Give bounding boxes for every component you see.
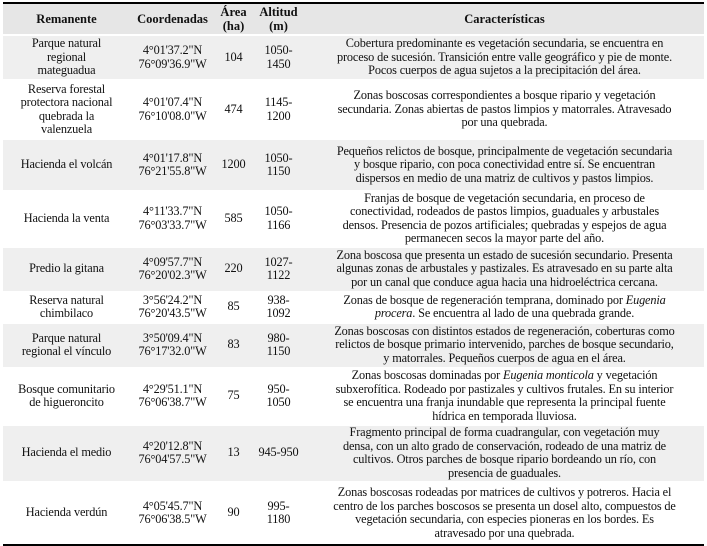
characteristics-cell (305, 368, 704, 425)
characteristics-cell-line: secundaria. Zonas abiertas de pastos limpios y matorrales. Atravesado (337, 101, 672, 116)
characteristics-cell-line: proceso de sucesión. Transición entre valle geográfico y pie de monte. (336, 49, 673, 64)
remanente-cell (3, 323, 130, 368)
altitude-cell-line: 1027- (264, 254, 293, 269)
coordinates-cell-line: 4°01'07.4"N (142, 95, 203, 110)
coordinates-cell (130, 482, 215, 545)
characteristics-cell-line: hídrica en temporada lluviosa. (432, 408, 577, 423)
remanente-cell-line: chimbilaco (39, 306, 94, 321)
altitude-cell-line: 950- (267, 381, 290, 396)
characteristics-cell-line: Zona boscosa que presenta un estado de sucesión secundario. Presenta (336, 248, 673, 263)
table-row (3, 425, 704, 482)
characteristics-cell (305, 425, 704, 482)
coordinates-cell-line: 76°06'38.7"W (138, 395, 207, 410)
characteristics-cell-line: se encuentra una franja inundable que representa la principal fuente (343, 395, 666, 410)
table-row (3, 139, 704, 191)
characteristics-cell-line: Zonas boscosas rodeadas por matrices de cultivos y potreros. Hacia el (337, 485, 672, 500)
altitude-cell-line: 1145- (264, 95, 293, 110)
species-name: Eugenia monticola (503, 368, 594, 383)
area-cell: 1200 (215, 139, 252, 191)
characteristics-cell (305, 482, 704, 545)
characteristics-cell-line: densos. Presencia de pozos artificiales; quebradas y espejos de agua (342, 217, 667, 232)
remanente-cell-line: protectora nacional (20, 95, 113, 110)
characteristics-cell-line: por una quebrada. (461, 115, 548, 130)
characteristics-cell-line: Fragmento principal de forma cuadrangular, con vegetación muy (349, 425, 660, 440)
characteristics-cell-line: conectividad, rodeados de pastos limpios, guaduales y arbustales (349, 204, 659, 219)
coordinates-cell-line: 76°17'32.0"W (138, 344, 207, 359)
header-row (3, 3, 704, 35)
coordinates-cell-line: 3°56'24.2"N (142, 292, 203, 307)
characteristics-cell-line: Pocos cuerpos de agua sujetos a la precipitación del área. (368, 63, 641, 78)
remanente-cell-line: valenzuela (40, 121, 93, 136)
table-row (3, 482, 704, 545)
table-body (3, 35, 704, 545)
species-name: Eugenia (625, 292, 666, 307)
coordinates-cell-line: 4°09'57.7"N (142, 254, 203, 269)
altitude-cell-line: 980- (267, 330, 290, 345)
characteristics-cell-line: dispersos en medio de una matriz de cultivos y pastos limpios. (355, 170, 654, 185)
species-name: procera (374, 306, 413, 321)
area-cell: 104 (215, 35, 252, 80)
header-caracteristicas: Características (305, 3, 704, 35)
coordinates-cell (130, 292, 215, 323)
remanente-cell-line: Hacienda verdún (25, 505, 108, 520)
characteristics-cell-line: algunas zonas de arbustales y pastizales. Es atravesado en su parte alta (336, 261, 673, 276)
remanente-cell-line: Parque natural (31, 330, 102, 345)
remanente-cell (3, 191, 130, 247)
characteristics-cell (305, 323, 704, 368)
altitude-cell (252, 323, 305, 368)
altitude-cell (252, 80, 305, 139)
coordinates-cell-line: 3°50'09.4"N (142, 330, 203, 345)
remanente-cell-line: quebrada la (38, 108, 95, 123)
coordinates-cell-line: 4°11'33.7"N (143, 204, 202, 219)
area-cell: 13 (215, 425, 252, 482)
coordinates-cell (130, 80, 215, 139)
altitude-cell-line: 1150 (266, 164, 291, 178)
table-row (3, 35, 704, 80)
header-altitud (252, 3, 305, 35)
characteristics-cell-line: Zonas de bosque de regeneración temprana, dominado por Eugenia (343, 292, 666, 307)
coordinates-cell-line: 76°06'38.5"W (138, 512, 207, 527)
table-row (3, 292, 704, 323)
coordinates-cell-line: 4°20'12.8"N (142, 438, 203, 453)
remanente-cell-line: Reserva natural (29, 292, 104, 307)
remanente-cell (3, 482, 130, 545)
table-row (3, 191, 704, 247)
characteristics-cell-line: Zonas boscosas con distintos estados de regeneración, coberturas como (334, 324, 675, 339)
altitude-cell-line: 1166 (266, 217, 291, 232)
altitude-cell-line: 1150 (266, 344, 291, 359)
header-remanente: Remanente (3, 3, 130, 35)
characteristics-cell (305, 191, 704, 247)
altitude-cell (252, 292, 305, 323)
coordinates-cell-line: 4°05'45.7"N (142, 498, 203, 513)
characteristics-cell (305, 292, 704, 323)
table-row (3, 368, 704, 425)
table-row (3, 323, 704, 368)
remanente-cell (3, 80, 130, 139)
area-cell: 220 (215, 247, 252, 292)
area-cell: 85 (215, 292, 252, 323)
coordinates-cell-line: 76°09'36.9"W (138, 56, 207, 71)
characteristics-cell (305, 139, 704, 191)
remanente-cell-line: Hacienda el medio (21, 445, 112, 460)
header-area (215, 3, 252, 35)
remanente-cell-line: Hacienda el volcán (20, 157, 113, 172)
altitude-cell (252, 139, 305, 191)
coordinates-cell-line: 76°21'55.8"W (138, 164, 207, 178)
remanente-cell-line: Reserva forestal (27, 81, 106, 96)
header-coordenadas: Coordenadas (130, 3, 215, 35)
altitude-cell (252, 191, 305, 247)
altitude-cell-line: 1050 (266, 395, 291, 410)
characteristics-cell-line: permanecen secos la mayor parte del año. (404, 231, 605, 246)
altitude-cell-line: 1200 (266, 108, 291, 123)
coordinates-cell (130, 323, 215, 368)
characteristics-cell-line: Cobertura predominante es vegetación secundaria, se encuentra en (345, 36, 664, 51)
altitude-cell (252, 425, 305, 482)
coordinates-cell-line: 76°03'33.7"W (138, 217, 207, 232)
characteristics-cell-line: vegetación secundaria, con especies pioneras en los bordes. Es (355, 512, 654, 527)
characteristics-cell-line: Zonas boscosas dominadas por Eugenia monticola y vegetación (351, 368, 658, 383)
altitude-cell-line: 1450 (266, 56, 291, 71)
coordinates-cell-line: 4°01'37.2"N (142, 43, 203, 58)
area-cell: 83 (215, 323, 252, 368)
remanente-cell-line: Bosque comunitario (18, 381, 115, 396)
characteristics-cell-line: Pequeños relictos de bosque, principalmente de vegetación secundaria (336, 143, 673, 158)
characteristics-cell-line: procera. Se encuentra al lado de una quebrada grande. (374, 306, 635, 321)
characteristics-cell-line: y matorrales. Pequeños cuerpos de agua en el área. (383, 350, 626, 365)
header-area-line: Área (220, 5, 247, 19)
altitude-cell-line: 945-950 (258, 445, 299, 460)
remanente-cell (3, 35, 130, 80)
remanente-cell-line: Parque natural (31, 36, 102, 51)
header-altitud-line: Altitud (259, 5, 298, 19)
characteristics-cell-line: relictos de bosque primario intervenido, parches de bosque secundario, (335, 337, 674, 352)
remanente-cell (3, 292, 130, 323)
characteristics-cell-line: y bosque ripario, con poca conectividad entre sí. Se encuentran (354, 157, 655, 172)
altitude-cell (252, 247, 305, 292)
characteristics-cell-line: Franjas de bosque de vegetación secundaria, en proceso de (364, 191, 645, 205)
altitude-cell-line: 1050- (264, 43, 293, 58)
header-area-unit: (ha) (222, 19, 245, 33)
altitude-cell-line: 1050- (264, 150, 293, 165)
remanente-cell-line: de higueroncito (29, 395, 104, 410)
remanente-cell-line: Hacienda la venta (23, 211, 110, 226)
characteristics-cell (305, 80, 704, 139)
altitude-cell-line: 995- (267, 498, 290, 513)
coordinates-cell-line: 76°04'57.5"W (138, 452, 207, 467)
area-cell: 75 (215, 368, 252, 425)
characteristics-cell-line: centro de los parches boscosos se presenta un dosel alto, compuestos de (333, 498, 676, 513)
characteristics-cell-line: cultivos. Otros parches de bosque ripario bordeando un río, con (352, 452, 657, 467)
altitude-cell (252, 368, 305, 425)
remanente-cell-line: regional el vínculo (21, 344, 112, 359)
altitude-cell-line: 1122 (266, 268, 291, 283)
remanente-cell (3, 425, 130, 482)
altitude-cell (252, 35, 305, 80)
coordinates-cell (130, 139, 215, 191)
area-cell: 585 (215, 191, 252, 247)
table-row (3, 80, 704, 139)
characteristics-cell-line: presencia de guaduales. (448, 465, 561, 480)
remanente-cell-line: regional (46, 49, 87, 64)
remanente-cell (3, 247, 130, 292)
characteristics-cell-line: atravesado por una quebrada. (434, 525, 575, 540)
coordinates-cell (130, 191, 215, 247)
characteristics-cell-line: densa, con un alto grado de conservación, rodeado de una matriz de (342, 438, 666, 453)
characteristics-cell (305, 35, 704, 80)
characteristics-cell-line: por un canal que conduce agua hacia una hidroeléctrica cercana. (351, 274, 658, 289)
area-cell: 90 (215, 482, 252, 545)
coordinates-cell (130, 247, 215, 292)
coordinates-cell-line: 76°10'08.0"W (138, 108, 207, 123)
coordinates-cell (130, 368, 215, 425)
altitude-cell-line: 1092 (266, 306, 291, 321)
characteristics-cell-line: Zonas boscosas correspondientes a bosque ripario y vegetación (353, 88, 656, 103)
characteristics-cell-line: subxerofítica. Rodeado por pastizales y cultivos frutales. En su interior (335, 381, 674, 396)
altitude-cell-line: 938- (267, 292, 290, 307)
coordinates-cell (130, 35, 215, 80)
remnants-table (3, 2, 704, 546)
table-row (3, 247, 704, 292)
coordinates-cell (130, 425, 215, 482)
header-altitud-unit: (m) (269, 19, 288, 33)
characteristics-cell (305, 247, 704, 292)
coordinates-cell-line: 76°20'02.3"W (138, 268, 207, 283)
area-cell: 474 (215, 80, 252, 139)
remanente-cell (3, 368, 130, 425)
coordinates-cell-line: 76°20'43.5"W (138, 306, 207, 321)
remanente-cell-line: mateguadua (37, 63, 96, 78)
coordinates-cell-line: 4°29'51.1"N (142, 381, 203, 396)
remanente-cell-line: Predio la gitana (29, 261, 104, 276)
altitude-cell-line: 1180 (266, 512, 291, 527)
altitude-cell (252, 482, 305, 545)
altitude-cell-line: 1050- (264, 204, 293, 219)
coordinates-cell-line: 4°01'17.8"N (142, 150, 203, 165)
remanente-cell (3, 139, 130, 191)
